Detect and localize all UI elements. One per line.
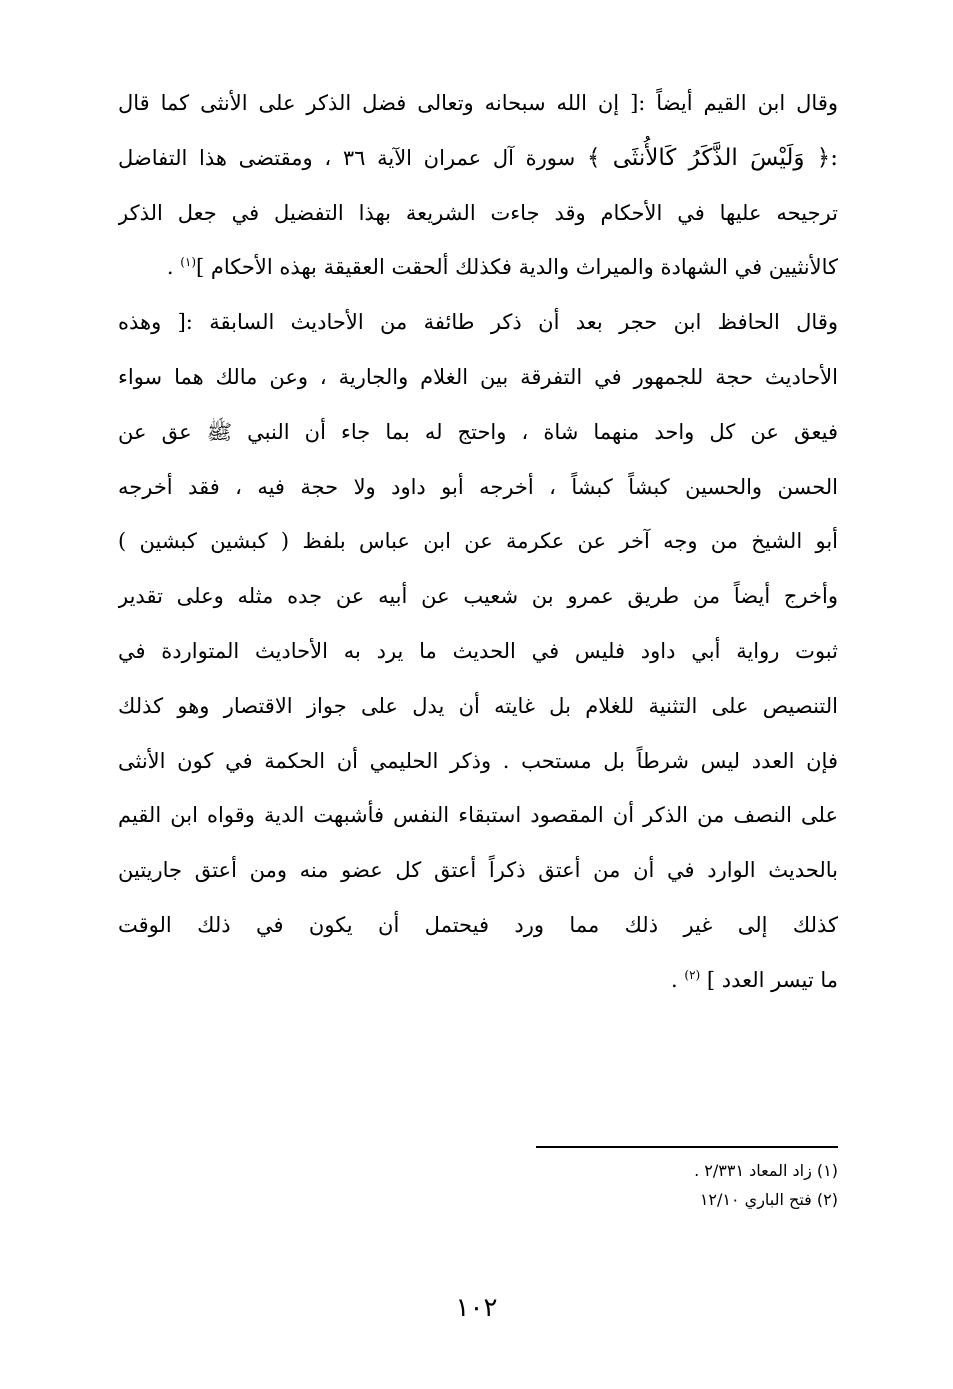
main-text-block <box>118 76 838 1008</box>
text-line-14 <box>118 788 838 843</box>
footnote-1: (١) زاد المعاد ٢/٣٣١ . <box>694 1161 838 1180</box>
text-line-4-content: كالأنثيين في الشهادة والميراث والدية فكذلك ألحقت العقيقة بهذه الأحكام ] <box>196 255 838 280</box>
text-line-17-content: ما تيسر العدد ] <box>706 967 838 992</box>
footnote-ref-1: (١) <box>180 255 197 270</box>
text-line-9-content: أبو الشيخ من وجه آخر عن عكرمة عن ابن عباس بلفظ ( كبشين كبشين ) <box>118 529 838 554</box>
text-line-11-content: ثبوت رواية أبي داود فليس في الحديث ما يرد به الأحاديث المتواردة في <box>118 638 838 663</box>
text-line-16-content: كذلك إلى غير ذلك مما ورد فيحتمل أن يكون في ذلك الوقت <box>118 912 838 937</box>
verse-reference: سورة آل عمران الآية ٣٦ ، <box>324 145 576 170</box>
text-line-3 <box>118 186 838 241</box>
text-line-12-content: التنصيص على التثنية للغلام بل غايته أن يدل على جواز الاقتصار وهو كذلك <box>118 693 838 718</box>
text-line-14-content: على النصف من الذكر أن المقصود استبقاء النفس فأشبهت الدية وقواه ابن القيم <box>118 803 838 828</box>
footnote-separator <box>536 1146 838 1148</box>
footnote-2: (٢) فتح الباري ١٢/١٠ <box>699 1190 838 1209</box>
text-line-8-content: الحسن والحسين كبشاً كبشاً ، أخرجه أبو داود ولا حجة فيه ، فقد أخرجه <box>118 474 838 499</box>
text-line-2 <box>118 131 838 186</box>
text-line-2-content: ومقتضى هذا التفاضل <box>118 145 313 170</box>
text-line-15 <box>118 843 838 898</box>
text-line-1-content: وقال ابن القيم أيضاً :[ إن الله سبحانه وتعالى فضل الذكر على الأنثى كما قال <box>118 91 838 115</box>
text-line-16 <box>118 898 838 953</box>
page-number: ١٠٢ <box>455 1293 498 1323</box>
footnote-ref-2: (٢) <box>684 967 701 982</box>
text-line-4 <box>118 240 838 295</box>
quran-verse: :﴿ وَلَيْسَ الذَّكَرُ كَالأُنثَى ﴾ <box>586 144 838 171</box>
text-line-13 <box>118 734 838 789</box>
footnotes-block <box>536 1156 838 1214</box>
text-line-7-content: فيعق عن كل واحد منهما شاة ، واحتج له بما جاء أن النبي ﷺ عق عن <box>118 419 838 444</box>
text-line-10 <box>118 569 838 624</box>
line-4-end: . <box>166 255 174 280</box>
text-line-11 <box>118 624 838 679</box>
text-line-10-content: وأخرج أيضاً من طريق عمرو بن شعيب عن أبيه عن جده مثله وعلى تقدير <box>118 584 838 609</box>
text-line-7 <box>118 405 838 460</box>
text-line-6 <box>118 350 838 405</box>
text-line-1 <box>118 76 838 131</box>
text-line-13-content: فإن العدد ليس شرطاً بل مستحب . وذكر الحليمي أن الحكمة في كون الأنثى <box>118 748 838 773</box>
text-line-6-content: الأحاديث حجة للجمهور في التفرقة بين الغلام والجارية ، وعن مالك هما سواء <box>118 364 838 389</box>
text-line-3-content: ترجيحه عليها في الأحكام وقد جاءت الشريعة بهذا التفضيل في جعل الذكر <box>118 200 838 225</box>
text-line-8 <box>118 460 838 515</box>
text-line-9 <box>118 514 838 569</box>
text-line-17 <box>118 953 838 1008</box>
text-line-5 <box>118 295 838 350</box>
text-line-15-content: بالحديث الوارد في أن من أعتق ذكراً أعتق كل عضو منه ومن أعتق جاريتين <box>118 858 838 883</box>
text-line-12 <box>118 679 838 734</box>
last-line-end: . <box>671 967 678 992</box>
text-line-5-content: وقال الحافظ ابن حجر بعد أن ذكر طائفة من الأحاديث السابقة :[ وهذه <box>118 310 838 335</box>
